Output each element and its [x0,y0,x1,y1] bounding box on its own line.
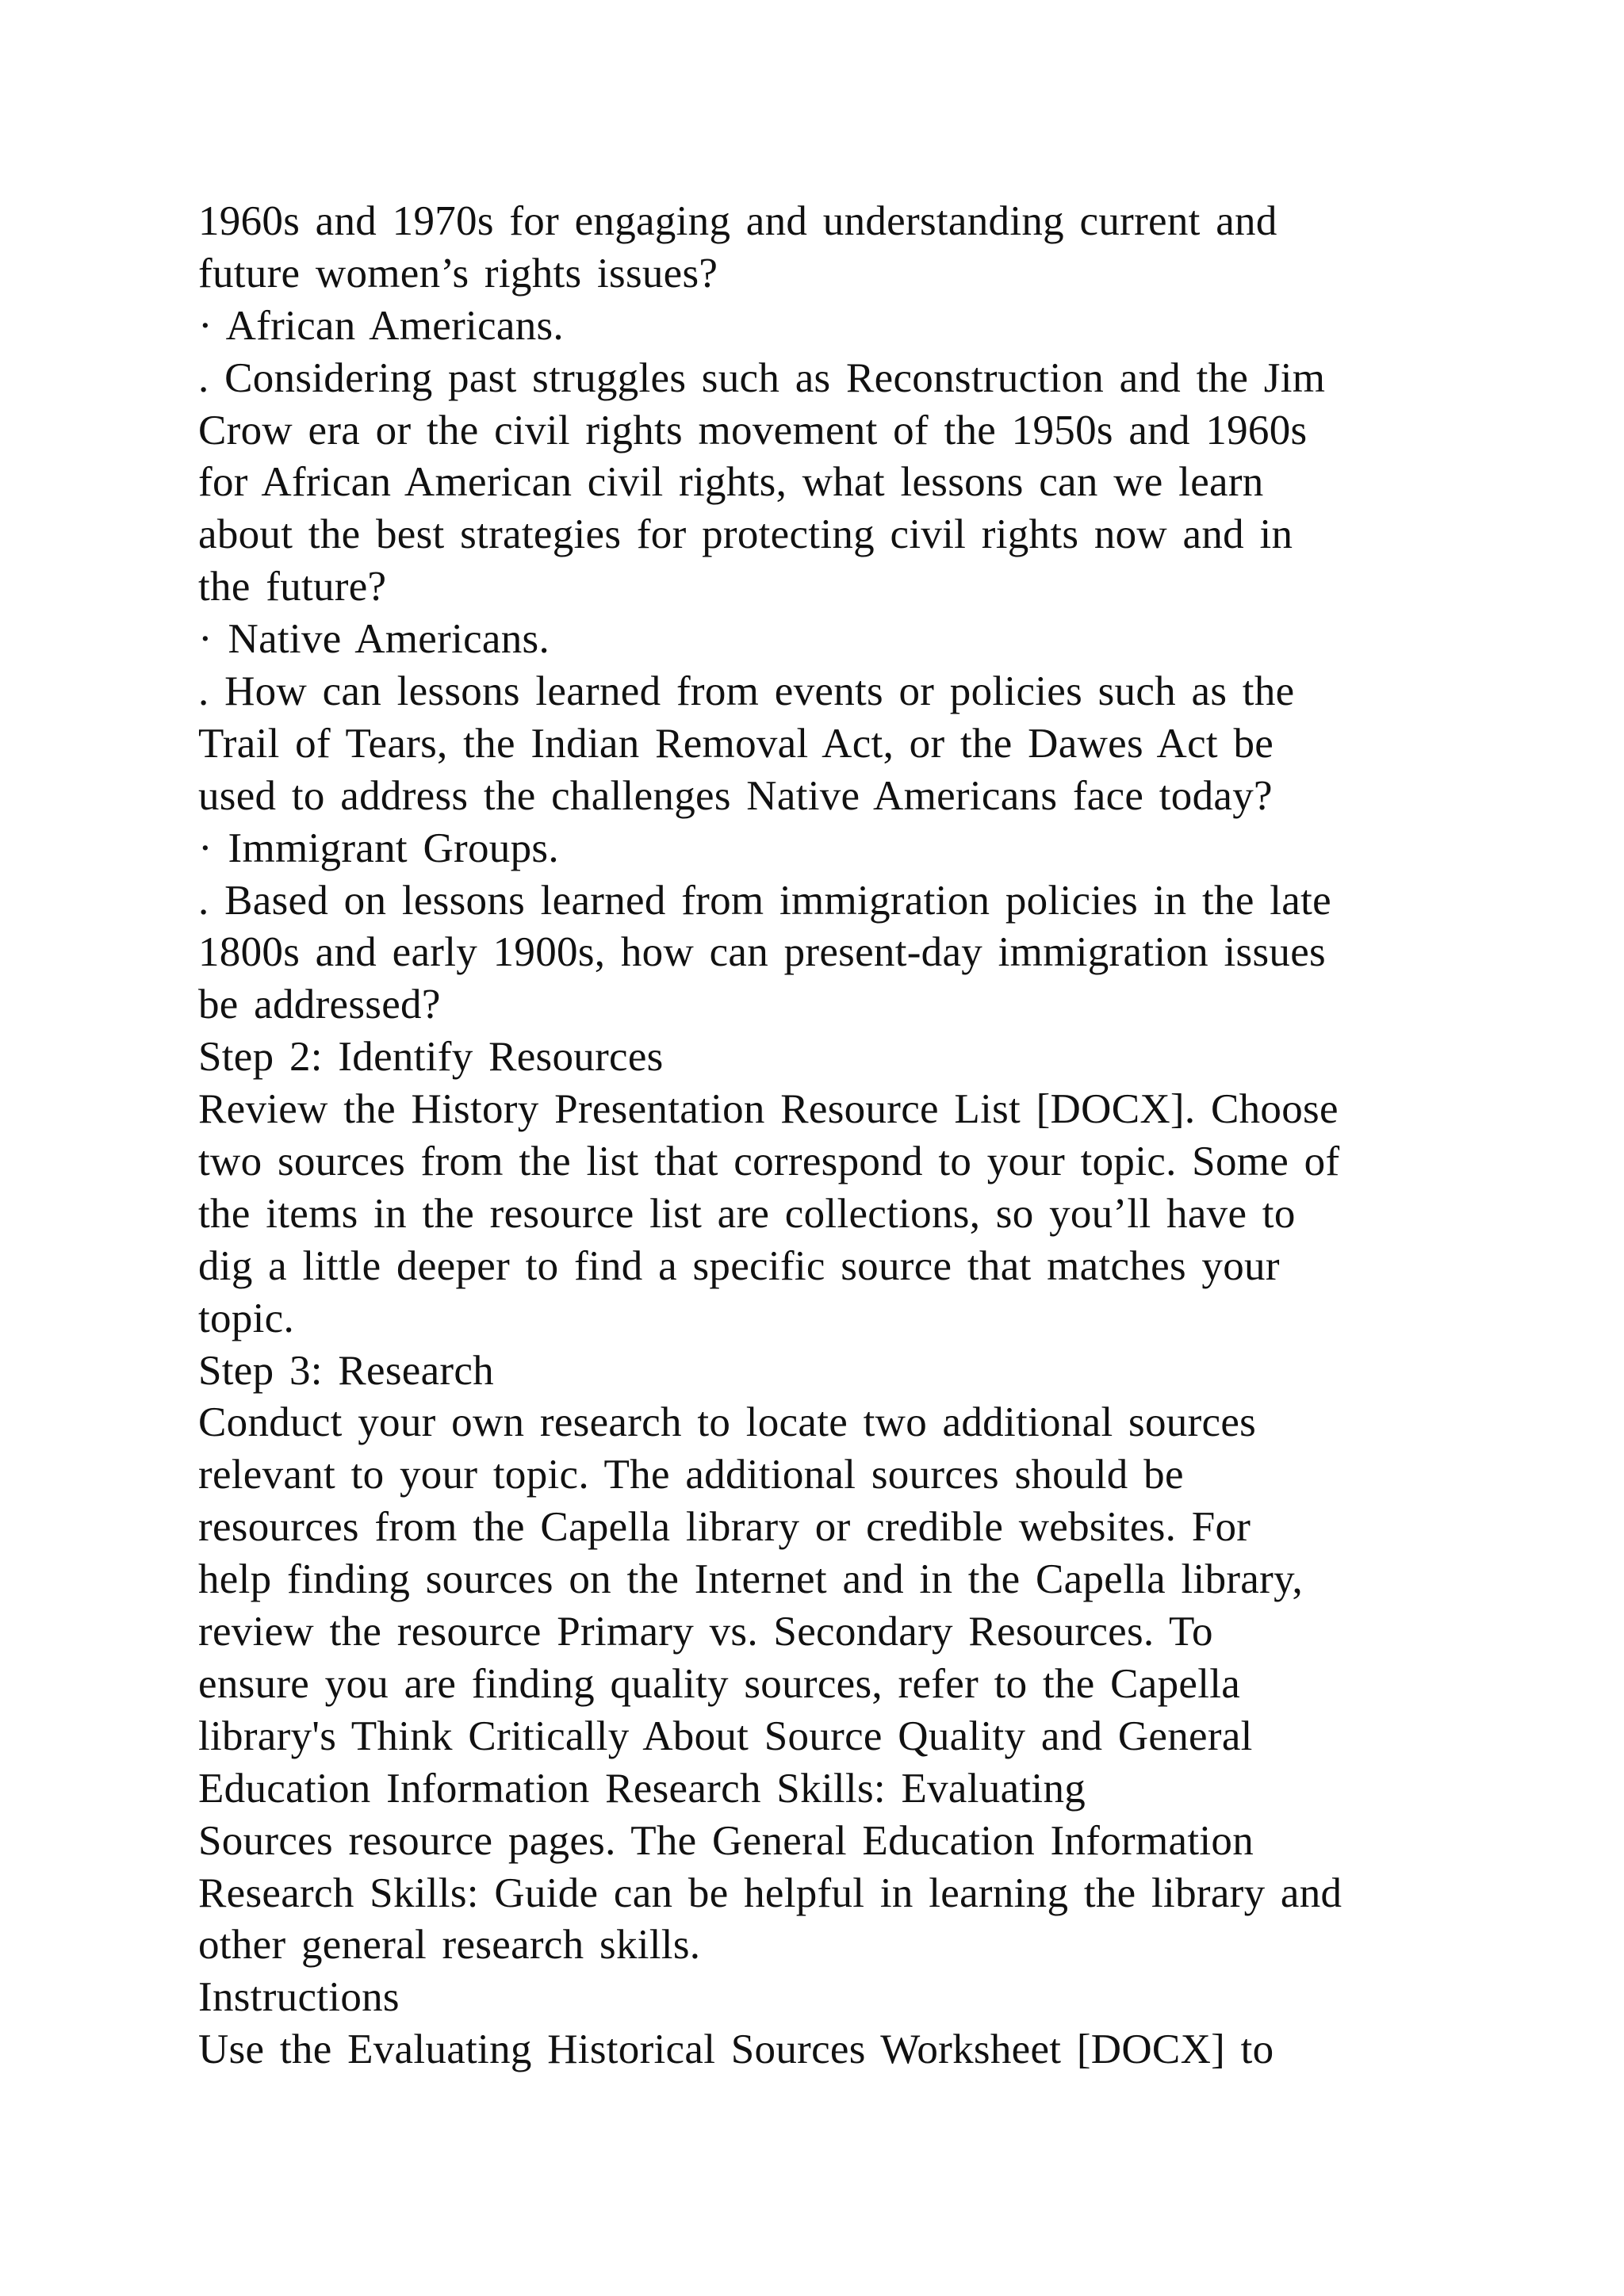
text-line: . Considering past struggles such as Reconstruction and the Jim [198,354,1326,401]
text-line: library's Think Critically About Source Quality and General [198,1712,1253,1759]
bullet-heading-immigrant-groups: · Immigrant Groups. [198,825,559,871]
text-line: . How can lessons learned from events or policies such as the [198,668,1295,715]
text-line: 1800s and early 1900s, how can present-day immigration issues [198,929,1326,976]
text-line: the future? [198,564,387,610]
text-line: for African American civil rights, what lessons can we learn [198,459,1264,506]
text-line: Trail of Tears, the Indian Removal Act, or the Dawes Act be [198,720,1274,767]
text-line: Research Skills: Guide can be helpful in learning the library and [198,1869,1342,1916]
text-line: ensure you are finding quality sources, refer to the Capella [198,1660,1241,1707]
text-line: . Based on lessons learned from immigration policies in the late [198,877,1331,924]
text-line: 1960s and 1970s for engaging and understanding current and [198,198,1277,244]
text-line: be addressed? [198,982,441,1028]
text-line: about the best strategies for protecting civil rights now and in [198,511,1293,558]
text-line: topic. [198,1295,295,1341]
section-heading-instructions: Instructions [198,1974,400,2021]
text-line: relevant to your topic. The additional sources should be [198,1452,1184,1498]
bullet-heading-native-americans: · Native Americans. [198,616,550,663]
text-line: two sources from the list that correspond to your topic. Some of [198,1138,1340,1185]
text-line: resources from the Capella library or credible websites. For [198,1504,1251,1551]
text-line: dig a little deeper to find a specific source that matches your [198,1242,1280,1289]
text-line: Sources resource pages. The General Education Information [198,1817,1254,1864]
text-line: help finding sources on the Internet and in the Capella library, [198,1556,1303,1603]
section-heading-step-2: Step 2: Identify Resources [198,1034,664,1081]
text-line: other general research skills. [198,1922,701,1969]
text-line: Conduct your own research to locate two additional sources [198,1399,1257,1446]
text-line: the items in the resource list are collections, so you’ll have to [198,1190,1296,1237]
bullet-heading-african-americans: · African Americans. [198,302,564,349]
document-body [198,196,1467,2076]
text-line: used to address the challenges Native Americans face today? [198,772,1273,819]
section-heading-step-3: Step 3: Research [198,1347,494,1394]
text-line: Use the Evaluating Historical Sources Worksheet [DOCX] to [198,2026,1274,2073]
text-line: future women’s rights issues? [198,250,718,297]
text-line: review the resource Primary vs. Secondary Resources. To [198,1609,1213,1655]
text-line: Review the History Presentation Resource List [DOCX]. Choose [198,1086,1339,1133]
text-line: Education Information Research Skills: Evaluating [198,1765,1086,1812]
text-line: Crow era or the civil rights movement of the 1950s and 1960s [198,407,1308,453]
